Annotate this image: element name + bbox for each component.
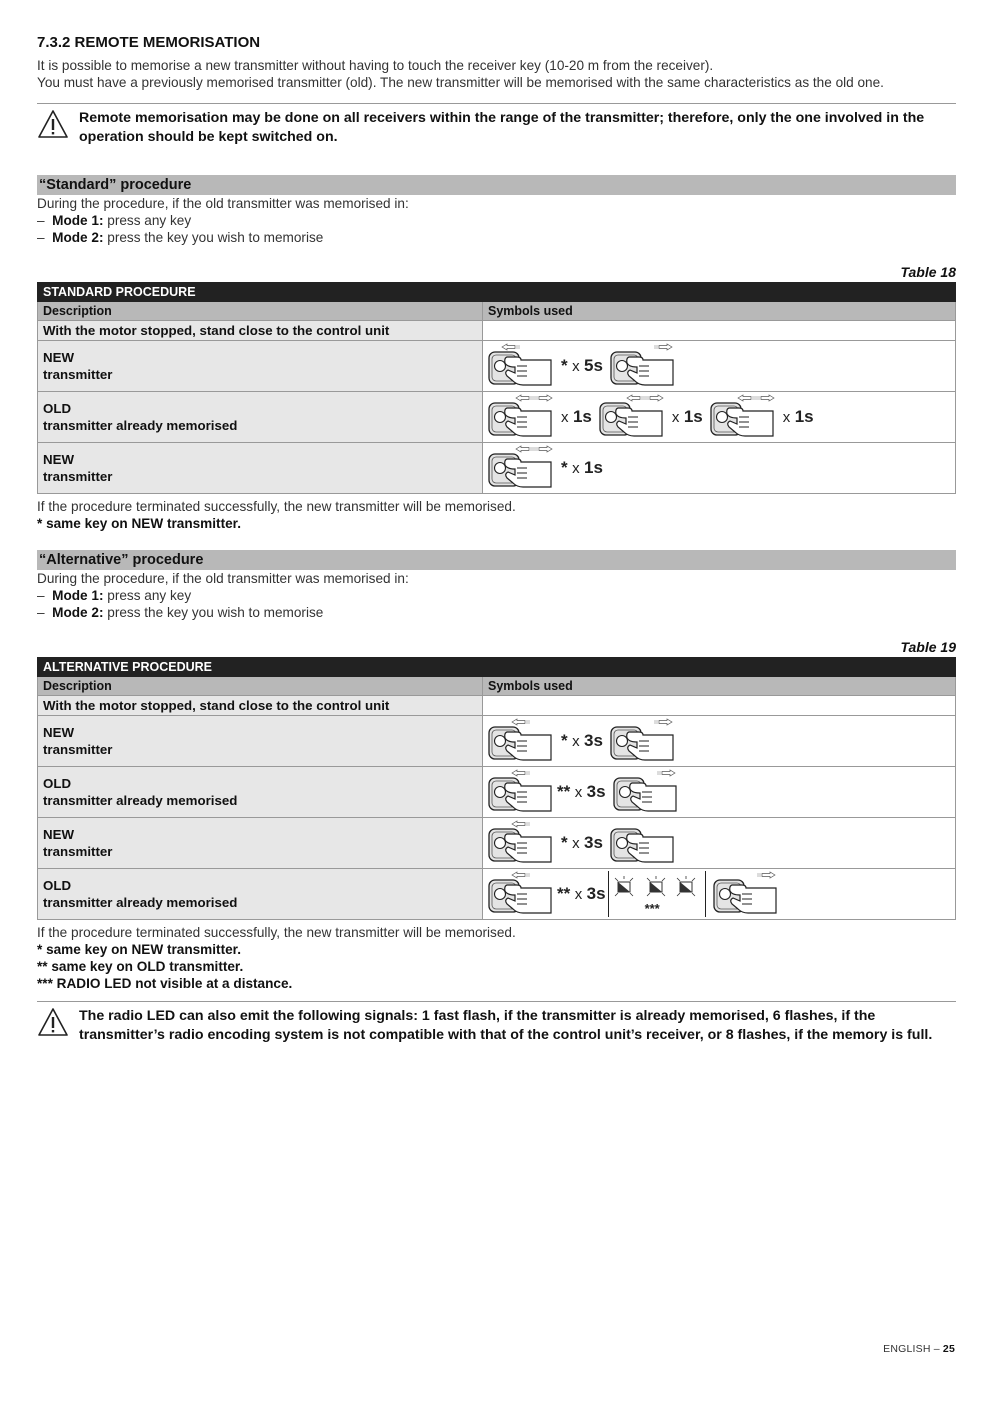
- transmitter-key-icon: [598, 394, 666, 440]
- table-19-caption: Table 19: [900, 639, 956, 655]
- table-row: OLD transmitter already memorised x 1s x 1s x 1s: [38, 392, 956, 443]
- warning-icon: [37, 109, 79, 147]
- radio-led-flashing-icon: [608, 871, 706, 917]
- alternative-footnote-1: * same key on NEW transmitter.: [37, 942, 241, 957]
- transmitter-key-icon: [609, 820, 677, 866]
- transmitter-key-icon: [609, 718, 677, 764]
- standard-footnote: * same key on NEW transmitter.: [37, 516, 241, 531]
- note-row: With the motor stopped, stand close to the control unit: [38, 321, 483, 341]
- standard-lead: During the procedure, if the old transmitter was memorised in:: [37, 196, 409, 211]
- warning-block: [37, 103, 956, 147]
- transmitter-key-icon: [712, 871, 780, 917]
- table-row: NEW transmitter * x 3s: [38, 818, 956, 869]
- standard-mode-1: – Mode 1: press any key: [37, 213, 192, 228]
- warning-text: Remote memorisation may be done on all receivers within the range of the transmitter; therefore, only the one involved in the operation should be kept switched on.: [79, 110, 925, 145]
- final-warning-text: The radio LED can also emit the following signals: 1 fast flash, if the transmitter is already memorised, 6 flashes, if the transmitter’s radio encoding system is not compatible with that of the control unit’s receiver, or 8 flashes, if the memory is full.: [79, 1008, 933, 1043]
- transmitter-key-icon: [487, 820, 555, 866]
- transmitter-key-icon: [487, 718, 555, 764]
- standard-procedure-heading: “Standard” procedure: [37, 175, 956, 195]
- alternative-mode-2: – Mode 2: press the key you wish to memorise: [37, 605, 324, 620]
- alternative-footnote-3: *** RADIO LED not visible at a distance.: [37, 976, 293, 991]
- alternative-procedure-table: [37, 657, 956, 920]
- section-title: 7.3.2 REMOTE MEMORISATION: [37, 34, 261, 51]
- transmitter-key-icon: [609, 343, 677, 389]
- standard-procedure-table: [37, 282, 956, 494]
- intro-paragraph-1: It is possible to memorise a new transmitter without having to touch the receiver key (10-20 m from the receiver).: [37, 58, 714, 73]
- table-title: ALTERNATIVE PROCEDURE: [38, 658, 956, 677]
- table-row: NEW transmitter * x 5s: [38, 341, 956, 392]
- table-18-caption: Table 18: [900, 264, 956, 280]
- intro-paragraph-2: You must have a previously memorised transmitter (old). The new transmitter will be memorised with the same characteristics as the old one.: [37, 75, 884, 90]
- final-warning-block: [37, 1001, 956, 1045]
- alternative-procedure-heading: “Alternative” procedure: [37, 550, 956, 570]
- table-row: OLD transmitter already memorised ** x 3s: [38, 767, 956, 818]
- column-header-symbols: Symbols used: [483, 677, 956, 696]
- standard-mode-2: – Mode 2: press the key you wish to memorise: [37, 230, 324, 245]
- column-header-symbols: Symbols used: [483, 302, 956, 321]
- warning-icon: [37, 1007, 79, 1045]
- table-row: NEW transmitter * x 1s: [38, 443, 956, 494]
- table-row: OLD transmitter already memorised ** x 3s ***: [38, 869, 956, 920]
- page-footer: ENGLISH – 25: [883, 1343, 955, 1355]
- transmitter-key-icon: [487, 445, 555, 491]
- standard-result-note: If the procedure terminated successfully, the new transmitter will be memorised.: [37, 499, 516, 514]
- alternative-lead: During the procedure, if the old transmitter was memorised in:: [37, 571, 409, 586]
- transmitter-key-icon: [487, 343, 555, 389]
- alternative-footnote-2: ** same key on OLD transmitter.: [37, 959, 244, 974]
- alternative-mode-1: – Mode 1: press any key: [37, 588, 192, 603]
- led-footnote-marker: ***: [644, 901, 660, 916]
- transmitter-key-icon: [612, 769, 680, 815]
- transmitter-key-icon: [487, 769, 555, 815]
- note-row: With the motor stopped, stand close to the control unit: [38, 696, 483, 716]
- table-row: NEW transmitter * x 3s: [38, 716, 956, 767]
- alternative-result-note: If the procedure terminated successfully, the new transmitter will be memorised.: [37, 925, 516, 940]
- transmitter-key-icon: [709, 394, 777, 440]
- transmitter-key-icon: [487, 394, 555, 440]
- transmitter-key-icon: [487, 871, 555, 917]
- table-title: STANDARD PROCEDURE: [38, 283, 956, 302]
- column-header-description: Description: [38, 677, 483, 696]
- page-content: [37, 34, 956, 1045]
- column-header-description: Description: [38, 302, 483, 321]
